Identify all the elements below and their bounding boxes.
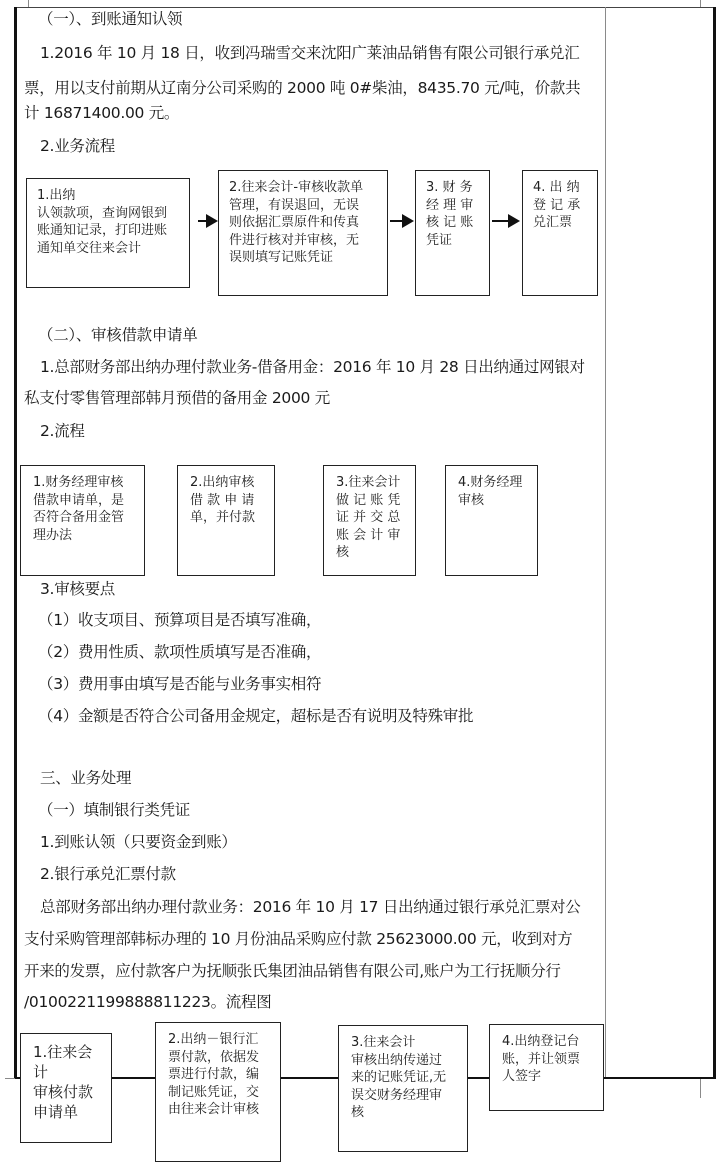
paragraph-line: 票，用以支付前期从辽南分公司采购的 2000 吨 0#柴油，8435.70 元/吨，价款共 [24,79,581,97]
flow-step-box [415,170,490,296]
flow-step-text: 1.财务经理审核 [33,475,124,490]
page-edge-mark-bottom-right [700,1078,701,1098]
flow-step-text: 3. 财 务 [426,180,473,195]
flow-step-text: 管理，有误退回，无误 [229,197,360,213]
sub-heading: （一）填制银行类凭证 [38,801,191,819]
table-border-right [713,7,716,1078]
paragraph-line: 开来的发票，应付款客户为抚顺张氏集团油品销售有限公司,账户为工行抚顺分行 [24,962,561,980]
flow-step-box [20,1033,112,1143]
flow-step-text: 计 [33,1063,49,1081]
paragraph-line: 计 16871400.00 元。 [24,104,180,122]
flow-step-text: 2.出纳审核 [190,475,255,490]
flow-step-text: 账 会 计 审 [336,527,401,543]
flow-step-text: 4. 出 纳 [533,180,580,195]
table-border-left [14,7,17,1078]
flow-step-text: 票付款，依据发 [168,1049,260,1065]
flow-step-text: 兑汇票 [533,215,573,230]
flow-step-text: 4.出纳登记台 [502,1034,580,1049]
flow-step-text: 账，并让领票 [502,1051,581,1067]
flow-step-text: 3.往来会计 [351,1035,416,1050]
flow-step-text: 核 记 账 [426,215,474,230]
flow-step-text: 1.出纳 [37,188,76,203]
table-border-top [15,7,716,8]
flow-step-text: 认领款项，查询网银到 [37,205,168,221]
flow-step-text: 登 记 承 [533,197,581,213]
flow-step-text: 通知单交往来会计 [37,240,142,256]
flow-step-text: 人签字 [502,1069,542,1084]
flow-step-text: 4.财务经理 [458,475,523,490]
review-title: 3.审核要点 [40,580,115,598]
flow-step-text: 理办法 [33,527,73,543]
flow-step-box [338,1025,468,1152]
list-item: 1.到账认领（只要资金到账） [40,833,237,851]
flow-step-box [489,1024,604,1111]
page-edge-mark-right [700,0,701,7]
flow-step-text: 2.往来会计-审核收款单 [229,180,364,195]
table-column-divider [605,7,606,1078]
flow-step-text: 审核出纳传递过 [351,1052,443,1068]
paragraph-line: 私支付零售管理部韩月预借的备用金 2000 元 [24,389,330,407]
flow-step-box [323,465,416,576]
flow-step-text: 证 并 交 总 [336,510,401,525]
flow-step-text: 1.往来会 [33,1043,93,1061]
flow-step-text: 误交财务经理审 [351,1087,443,1103]
flow-step-box [26,178,190,288]
flow-step-text: 审核付款 [33,1083,94,1101]
paragraph-line: /0100221199888811223。流程图 [24,993,272,1011]
paragraph-line: 支付采购管理部韩标办理的 10 月份油品采购应付款 25623000.00 元，收到对方 [24,930,573,948]
flow-step-box [177,465,275,576]
paragraph-line: 总部财务部出纳办理付款业务：2016 年 10 月 17 日出纳通过银行承兑汇票对公 [40,898,581,916]
flow-step-text: 申请单 [33,1103,79,1121]
review-point: （3）费用事由填写是否能与业务事实相符 [38,675,322,693]
section-heading: （二）、审核借款申请单 [38,326,198,344]
flow-step-text: 经 理 审 [426,197,474,213]
flow-step-text: 3.往来会计 [336,475,401,490]
flow-step-box [522,170,598,296]
flow-step-text: 核 [351,1105,365,1120]
page-edge-mark-left [28,0,29,7]
paragraph-line: 1.2016 年 10 月 18 日，收到冯瑞雪交来沈阳广莱油品销售有限公司银行承兑汇 [40,44,580,62]
flow-title: 2.业务流程 [40,137,115,155]
flow-step-text: 借款申请单，是 [33,492,125,508]
flow-step-text: 做 记 账 凭 [336,492,401,508]
list-item: 2.银行承兑汇票付款 [40,865,176,883]
flow-step-text: 审核 [458,492,485,508]
flow-step-text: 来的记账凭证,无 [351,1070,447,1085]
flow-step-box [20,465,145,576]
flow-step-text: 否符合备用金管 [33,510,125,525]
flow-step-text: 则依据汇票原件和传真 [229,215,360,230]
flow-step-text: 误则填写记账凭证 [229,250,334,265]
flow-step-text: 2.出纳－银行汇 [168,1032,259,1047]
flow-step-text: 制记账凭证，交 [168,1084,260,1100]
review-point: （1）收支项目、预算项目是否填写准确， [38,611,322,629]
arrow-right-icon [492,220,518,222]
arrow-right-icon [198,220,216,222]
flow-step-text: 由往来会计审核 [168,1102,260,1117]
flow-step-box [445,465,538,576]
review-point: （4）金额是否符合公司备用金规定，超标是否有说明及特殊审批 [38,707,474,725]
flow-step-text: 账通知记录，打印进账 [37,223,168,238]
arrow-right-icon [390,220,412,222]
flow-step-text: 单，并付款 [190,510,256,525]
flow-step-text: 借 款 申 请 [190,492,255,508]
section-heading: （一）、到账通知认领 [38,10,183,28]
flow-step-text: 核 [336,545,350,560]
paragraph-line: 1.总部财务部出纳办理付款业务-借备用金：2016 年 10 月 28 日出纳通过网银对 [40,358,585,376]
flow-step-text: 凭证 [426,232,453,248]
section-heading: 三、业务处理 [40,769,132,787]
flow-step-box [155,1022,281,1162]
flow-step-text: 票进行付款，编 [168,1067,260,1082]
flow-title: 2.流程 [40,422,85,440]
flow-step-box [218,170,388,296]
flow-step-text: 件进行核对并审核，无 [229,232,360,248]
review-point: （2）费用性质、款项性质填写是否准确， [38,643,322,661]
